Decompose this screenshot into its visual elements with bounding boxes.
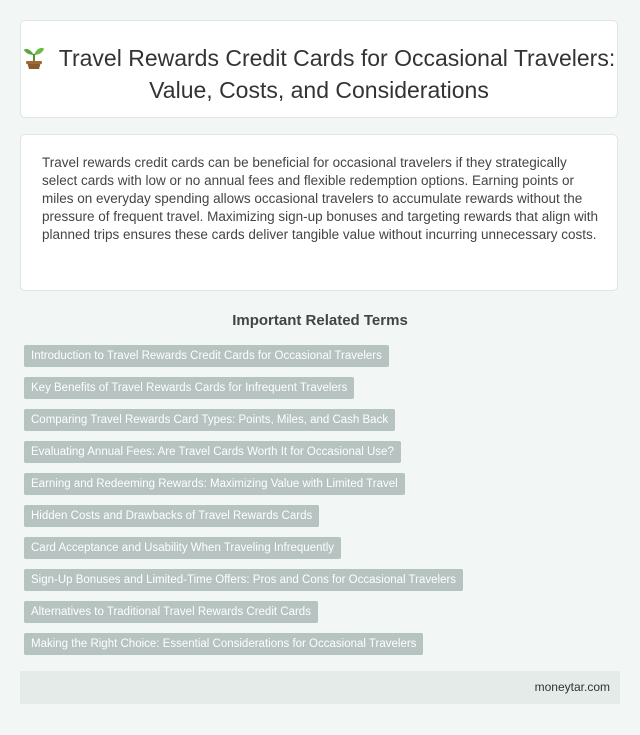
related-terms-list — [24, 345, 463, 665]
footer-site-link[interactable]: moneytar.com — [534, 680, 610, 694]
related-term-link[interactable]: Alternatives to Traditional Travel Rewards Credit Cards — [24, 601, 318, 623]
related-terms-heading: Important Related Terms — [232, 312, 408, 329]
page-title — [21, 44, 617, 105]
title-card — [20, 20, 618, 118]
footer — [20, 671, 620, 704]
intro-paragraph: Travel rewards credit cards can be beneficial for occasional travelers if they strategically select cards with low or no annual fees and flexible redemption options. Earning points or miles on everyday spending allows occasional travelers to accumulate rewards without the pressure of frequent travel. Maximizing sign-up bonuses and targeting rewards that align with planned trips ensures these cards deliver tangible value without incurring unnecessary costs. — [42, 155, 599, 242]
sprout-icon — [23, 45, 45, 76]
related-term-link[interactable]: Making the Right Choice: Essential Considerations for Occasional Travelers — [24, 633, 423, 655]
related-term-link[interactable]: Key Benefits of Travel Rewards Cards for Infrequent Travelers — [24, 377, 354, 399]
related-term-link[interactable]: Earning and Redeeming Rewards: Maximizing Value with Limited Travel — [24, 473, 405, 495]
related-term-link[interactable]: Card Acceptance and Usability When Traveling Infrequently — [24, 537, 341, 559]
intro-card — [20, 134, 618, 291]
related-term-link[interactable]: Comparing Travel Rewards Card Types: Points, Miles, and Cash Back — [24, 409, 395, 431]
page-title-text: Travel Rewards Credit Cards for Occasional Travelers: Value, Costs, and Considerations — [58, 45, 616, 103]
related-term-link[interactable]: Hidden Costs and Drawbacks of Travel Rewards Cards — [24, 505, 319, 527]
related-term-link[interactable]: Evaluating Annual Fees: Are Travel Cards Worth It for Occasional Use? — [24, 441, 401, 463]
related-term-link[interactable]: Introduction to Travel Rewards Credit Cards for Occasional Travelers — [24, 345, 389, 367]
related-term-link[interactable]: Sign-Up Bonuses and Limited-Time Offers: Pros and Cons for Occasional Travelers — [24, 569, 463, 591]
